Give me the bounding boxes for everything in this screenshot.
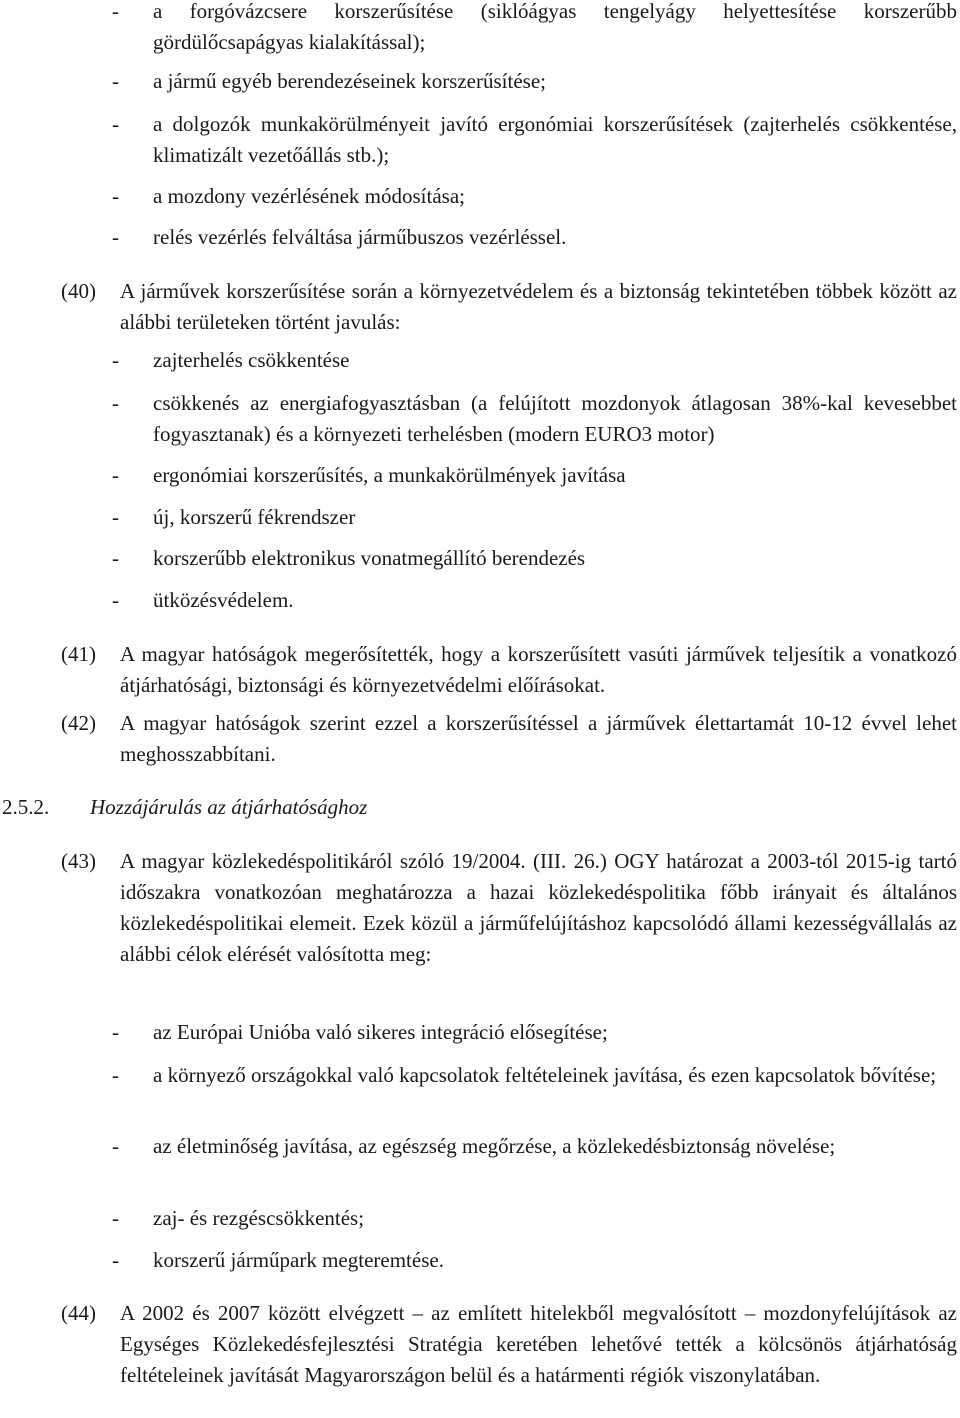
paragraph-text: A magyar hatóságok szerint ezzel a korszerűsítéssel a járművek élettartamát 10-12 évvel lehet meghosszabbítani. — [120, 711, 957, 766]
list-item-text: új, korszerű fékrendszer — [153, 505, 356, 529]
list-dash: - — [112, 69, 119, 93]
list-item — [112, 460, 957, 491]
list-item — [112, 388, 957, 450]
paragraph-text: A magyar közlekedéspolitikáról szóló 19/2004. (III. 26.) OGY határozat a 2003-tól 2015-ig tartó időszakra vonatkozóan meghatározza a hazai közlekedéspolitika főbb irányait és általános közlekedéspolitikai elemeit. Ezek közül a járműfelújításhoz kapcsolódó állami kezességvállalás az alábbi célok elérését valósította meg: — [120, 849, 957, 966]
list-item-text: korszerű járműpark megteremtése. — [153, 1248, 444, 1272]
list-item-text: relés vezérlés felváltása járműbuszos vezérléssel. — [153, 225, 567, 249]
list-item-text: csökkenés az energiafogyasztásban (a felújított mozdonyok átlagosan 38%-kal kevesebbet fogyasztanak) és a környezeti terhelésben (modern EURO3 motor) — [153, 391, 957, 446]
list-item — [112, 502, 957, 533]
list-dash: - — [112, 1020, 119, 1044]
list-item — [112, 66, 957, 97]
list-item — [112, 345, 957, 376]
paragraph-number: (40) — [61, 279, 96, 303]
list-item — [112, 109, 957, 171]
list-item — [112, 0, 957, 58]
list-dash: - — [112, 1248, 119, 1272]
list-item — [112, 1017, 957, 1048]
paragraph-44 — [61, 1298, 957, 1391]
list-item — [112, 585, 957, 616]
list-dash: - — [112, 0, 119, 23]
list-dash: - — [112, 1206, 119, 1230]
list-item-text: zaj- és rezgéscsökkentés; — [153, 1206, 365, 1230]
paragraph-text: A járművek korszerűsítése során a környezetvédelem és a biztonság tekintetében többek között az alábbi területeken történt javulás: — [120, 279, 957, 334]
list-item-text: ergonómiai korszerűsítés, a munkakörülmények javítása — [153, 463, 626, 487]
paragraph-43 — [61, 846, 957, 970]
list-item-text: az életminőség javítása, az egészség megőrzése, a közlekedésbiztonság növelése; — [153, 1134, 836, 1158]
section-title: Hozzájárulás az átjárhatósághoz — [90, 795, 368, 819]
list-dash: - — [112, 348, 119, 372]
paragraph-number: (41) — [61, 642, 96, 666]
section-number: 2.5.2. — [2, 795, 50, 819]
list-dash: - — [112, 184, 119, 208]
list-item-text: az Európai Unióba való sikeres integráció elősegítése; — [153, 1020, 608, 1044]
list-item-text: a környező országokkal való kapcsolatok feltételeinek javítása, és ezen kapcsolatok bővítése; — [153, 1063, 937, 1087]
list-item-text: a dolgozók munkakörülményeit javító ergonómiai korszerűsítések (zajterhelés csökkentése, klimatizált vezetőállás stb.); — [153, 112, 957, 167]
paragraph-text: A magyar hatóságok megerősítették, hogy a korszerűsített vasúti járművek teljesítik a vonatkozó átjárhatósági, biztonsági és környezetvédelmi előírásokat. — [120, 642, 957, 697]
paragraph-number: (43) — [61, 849, 96, 873]
list-item-text: korszerűbb elektronikus vonatmegállító berendezés — [153, 546, 586, 570]
paragraph-40 — [61, 276, 957, 338]
paragraph-text: A 2002 és 2007 között elvégzett – az említett hitelekből megvalósított – mozdonyfelújítások az Egységes Közlekedésfejlesztési Stratégia keretében lehetővé tették a kölcsönös átjárhatóság feltételeinek javítását Magyarországon belül és a határmenti régiók viszonylatában. — [120, 1301, 957, 1387]
list-dash: - — [112, 225, 119, 249]
list-item — [112, 1245, 957, 1276]
list-item — [112, 543, 957, 574]
list-dash: - — [112, 112, 119, 136]
list-item-text: a jármű egyéb berendezéseinek korszerűsítése; — [153, 69, 546, 93]
paragraph-number: (42) — [61, 711, 96, 735]
list-item-text: zajterhelés csökkentése — [153, 348, 350, 372]
list-item — [112, 1131, 957, 1162]
list-dash: - — [112, 546, 119, 570]
list-dash: - — [112, 588, 119, 612]
list-item-text: ütközésvédelem. — [153, 588, 294, 612]
list-item-text: a mozdony vezérlésének módosítása; — [153, 184, 465, 208]
list-dash: - — [112, 1134, 119, 1158]
list-item — [112, 222, 957, 253]
paragraph-42 — [61, 708, 957, 770]
paragraph-41 — [61, 639, 957, 701]
list-item — [112, 181, 957, 212]
list-dash: - — [112, 1063, 119, 1087]
list-dash: - — [112, 505, 119, 529]
list-dash: - — [112, 463, 119, 487]
list-dash: - — [112, 391, 119, 415]
list-item — [112, 1060, 957, 1091]
paragraph-number: (44) — [61, 1301, 96, 1325]
list-item-text: a forgóvázcsere korszerűsítése (siklóágyas tengelyágy helyettesítése korszerűbb gördülőcsapágyas kialakítással); — [153, 0, 957, 54]
list-item — [112, 1203, 957, 1234]
